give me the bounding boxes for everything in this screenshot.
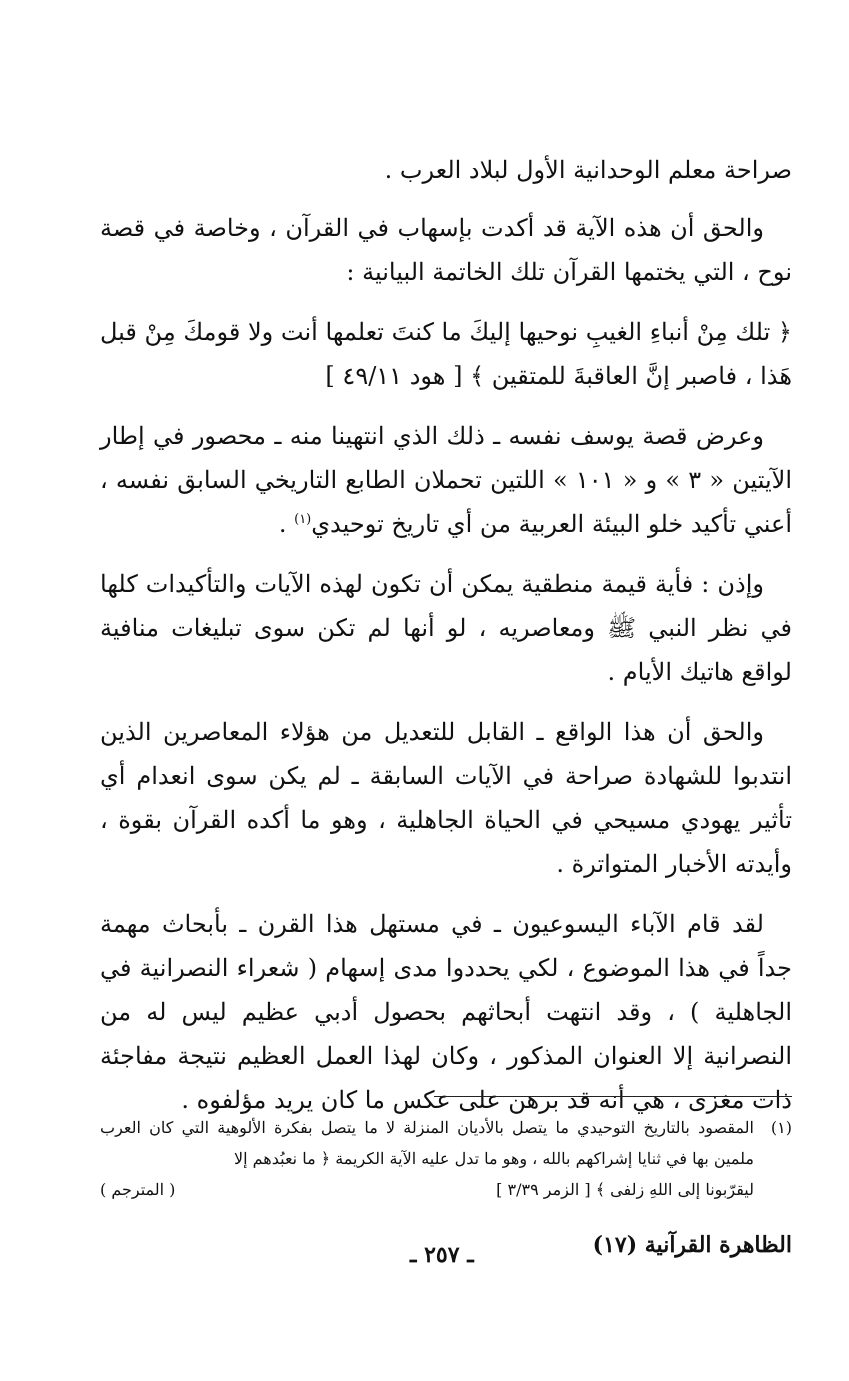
paragraph (100, 414, 792, 546)
paragraph-end: . (278, 510, 295, 538)
footnote-last-line (100, 1174, 754, 1205)
paragraph: والحق أن هذه الآية قد أكدت بإسهاب في القرآن ، وخاصة في قصة نوح ، التي يختمها القرآن تلك الخاتمة البيانية : (100, 214, 792, 286)
footnote-last-text: ليقرّبونا إلى اللهِ زلفى ﴾ [ الزمر ٣/٣٩ ] (496, 1180, 754, 1199)
page-number: ـ ٢٥٧ ـ (410, 1242, 474, 1268)
paragraph: لقد قام الآباء اليسوعيون ـ في مستهل هذا القرن ـ بأبحاث مهمة جداً في هذا الموضوع ، لكي يحددوا مدى إسهام ( شعراء النصرانية في الجاهلية ) ، وقد انتهت أبحاثهم بحصول أدبي عظيم ليس له من النصرانية إلا العنوان المذكور ، وكان لهذا العمل العظيم نتيجة مفاجئة ذات مغزى ، هي أنه قد برهن على عكس ما كان يريد مؤلفوه . (100, 910, 792, 1114)
footnote-reference[interactable]: (١) (294, 512, 312, 527)
footnote-text: المقصود بالتاريخ التوحيدي ما يتصل بالأديان المنزلة لا ما يتصل بفكرة الألوهية التي كان العرب ملمين بها في ثنايا إشراكهم بالله ، وهو ما تدل عليه الآية الكريمة ﴿ ما نعبُدهم إلا (100, 1118, 754, 1168)
footnote-attribution: ( المترجم ) (100, 1180, 176, 1199)
paragraph: وإذن : فأية قيمة منطقية يمكن أن تكون لهذه الآيات والتأكيدات كلها في نظر النبي ﷺ ومعاصريه ، لو أنها لم تكن سوى تبليغات منافية لواقع هاتيك الأيام . (100, 570, 792, 686)
quran-quote: ﴿ تلك مِنْ أنباءِ الغيبِ نوحيها إليكَ ما كنتَ تعلمها أنت ولا قومكَ مِنْ قبل هَذا ، فاصبر إنَّ العاقبةَ للمتقين ﴾ [ هود ٤٩/١١ ] (100, 318, 792, 390)
footnote-separator (434, 1096, 792, 1097)
paragraph-text: وعرض قصة يوسف نفسه ـ ذلك الذي انتهينا منه ـ محصور في إطار الآيتين « ٣ » و « ١٠١ » اللتين تحملان الطابع التاريخي السابق نفسه ، أعني تأكيد خلو البيئة العربية من أي تاريخ توحيدي (100, 422, 792, 538)
footnote-number: (١) (770, 1118, 792, 1137)
footnote-body (100, 1112, 754, 1205)
main-text (100, 148, 792, 1138)
footnotes (100, 1112, 792, 1205)
paragraph: والحق أن هذا الواقع ـ القابل للتعديل من هؤلاء المعاصرين الذين انتدبوا للشهادة صراحة في الآيات السابقة ـ لم يكن سوى انعدام أي تأثير يهودي مسيحي في الحياة الجاهلية ، وهو ما أكده القرآن بقوة ، وأيدته الأخبار المتواترة . (100, 718, 792, 878)
paragraph: صراحة معلم الوحدانية الأول لبلاد العرب . (384, 156, 792, 184)
book-title: الظاهرة القرآنية (١٧) (592, 1232, 792, 1258)
page-footer (100, 1232, 792, 1272)
footnote (100, 1112, 792, 1205)
